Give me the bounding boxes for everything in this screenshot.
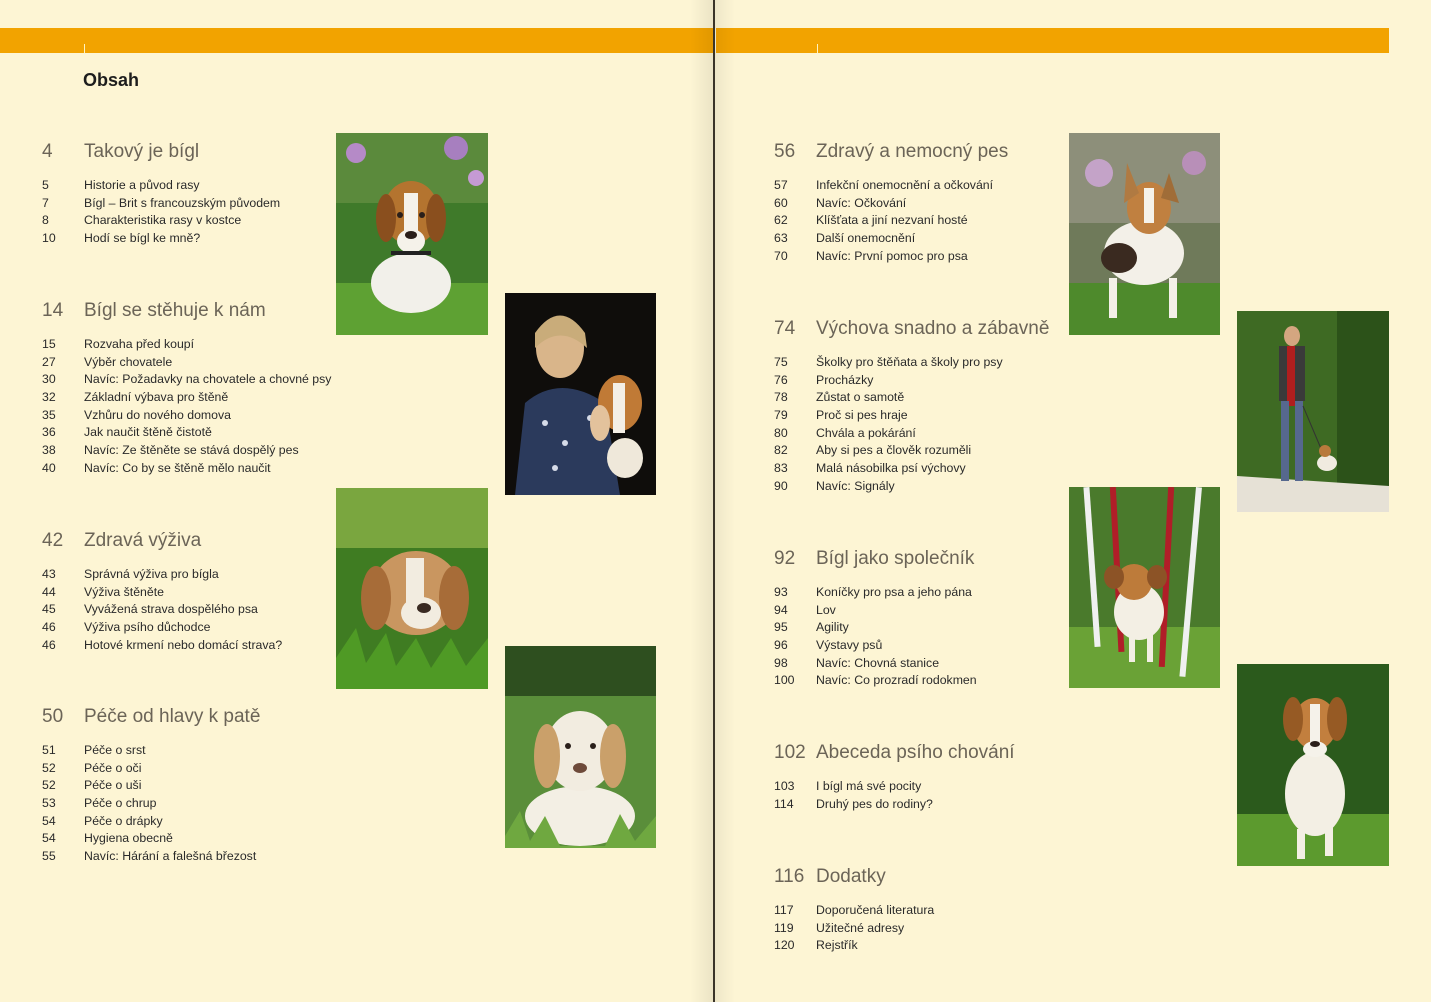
entry-page-number: 10 <box>42 231 56 246</box>
entry-title: Školky pro štěňata a školy pro psy <box>816 355 1003 369</box>
band-tick-right <box>817 44 818 53</box>
section-page-number: 4 <box>42 141 53 162</box>
entry-page-number: 53 <box>42 796 56 811</box>
entry-title: Péče o uši <box>84 778 142 793</box>
entry-title: Výživa štěněte <box>84 584 164 599</box>
entry-title: Navíc: První pomoc pro psa <box>816 248 968 263</box>
entry-page-number: 54 <box>42 831 56 846</box>
entry-title: Navíc: Očkování <box>816 195 907 210</box>
entry-title: Péče o chrup <box>84 796 157 811</box>
entry-page-number: 94 <box>774 602 788 617</box>
entry-page-number: 79 <box>774 408 788 423</box>
entry-title: Základní výbava pro štěně <box>84 390 229 405</box>
entry-page-number: 90 <box>774 478 788 493</box>
spine-shadow-right <box>715 0 735 1002</box>
section-title[interactable]: Bígl se stěhuje k nám <box>84 300 266 321</box>
entry-page-number: 27 <box>42 354 56 369</box>
entry-page-number: 75 <box>774 355 788 369</box>
entry-title: Agility <box>816 620 849 635</box>
section-title[interactable]: Zdravý a nemocný pes <box>816 141 1009 162</box>
entry-title: Navíc: Požadavky na chovatele a chovné psy <box>84 372 332 387</box>
entry-page-number: 35 <box>42 407 56 422</box>
section-title[interactable]: Výchova snadno a zábavně <box>816 318 1050 339</box>
entry-page-number: 62 <box>774 213 788 228</box>
entry-page-number: 46 <box>42 637 56 652</box>
section-page-number: 56 <box>774 141 796 162</box>
spine-shadow-left <box>690 0 713 1002</box>
older-beagle-photo <box>505 646 656 848</box>
entry-page-number: 43 <box>42 567 56 581</box>
entry-title: Rozvaha před koupí <box>84 337 195 351</box>
entry-title: Péče o srst <box>84 743 146 757</box>
entry-title: Péče o drápky <box>84 813 163 828</box>
entry-page-number: 8 <box>42 213 49 228</box>
entry-title: Proč si pes hraje <box>816 408 908 423</box>
entry-title: Koníčky pro psa a jeho pána <box>816 585 972 599</box>
band-tick-left <box>84 44 85 53</box>
entry-title: Bígl – Brit s francouzským původem <box>84 195 281 210</box>
entry-page-number: 30 <box>42 372 56 387</box>
entry-title: Další onemocnění <box>816 231 916 246</box>
entry-page-number: 51 <box>42 743 56 757</box>
entry-page-number: 114 <box>774 796 794 811</box>
entry-page-number: 82 <box>774 443 788 458</box>
entry-title: Navíc: Co by se štěně mělo naučit <box>84 460 271 475</box>
beagle-sitting-photo <box>336 133 488 335</box>
entry-page-number: 103 <box>774 779 795 793</box>
header-band-left <box>0 28 714 53</box>
entry-page-number: 83 <box>774 461 788 476</box>
page-title: Obsah <box>83 70 140 90</box>
entry-page-number: 55 <box>42 849 56 864</box>
entry-page-number: 5 <box>42 178 49 192</box>
section-page-number: 50 <box>42 706 64 727</box>
entry-title: Navíc: Chovná stanice <box>816 655 940 670</box>
section-page-number: 102 <box>774 742 806 763</box>
entry-page-number: 76 <box>774 372 788 387</box>
entry-title: Jak naučit štěně čistotě <box>84 425 212 440</box>
entry-title: Historie a původ rasy <box>84 178 200 192</box>
entry-title: Zůstat o samotě <box>816 390 905 405</box>
entry-title: Klíšťata a jiní nezvaní hosté <box>816 213 968 228</box>
entry-page-number: 80 <box>774 425 788 440</box>
entry-title: Lov <box>816 602 836 617</box>
entry-page-number: 57 <box>774 178 788 192</box>
entry-page-number: 38 <box>42 443 56 458</box>
entry-page-number: 63 <box>774 231 788 246</box>
section-title[interactable]: Abeceda psího chování <box>816 742 1015 763</box>
entry-title: Hygiena obecně <box>84 831 173 846</box>
entry-title: Chvála a pokárání <box>816 425 916 440</box>
section-title[interactable]: Péče od hlavy k patě <box>84 706 261 727</box>
entry-page-number: 96 <box>774 638 788 653</box>
agility-beagle-photo <box>1069 487 1220 688</box>
entry-page-number: 120 <box>774 938 795 953</box>
section-page-number: 14 <box>42 300 64 321</box>
entry-page-number: 15 <box>42 337 56 351</box>
running-beagle-photo <box>1069 133 1220 335</box>
entry-title: Rejstřík <box>816 938 858 953</box>
entry-title: Vzhůru do nového domova <box>84 407 231 422</box>
beagle-running-toward-photo <box>1237 664 1389 866</box>
entry-page-number: 7 <box>42 195 49 210</box>
entry-title: Aby si pes a člověk rozuměli <box>816 443 972 458</box>
entry-title: Charakteristika rasy v kostce <box>84 213 242 228</box>
entry-page-number: 32 <box>42 390 56 405</box>
entry-title: Druhý pes do rodiny? <box>816 796 933 811</box>
section-title[interactable]: Zdravá výživa <box>84 530 202 551</box>
entry-page-number: 70 <box>774 248 788 263</box>
entry-page-number: 60 <box>774 195 788 210</box>
entry-title: Navíc: Signály <box>816 478 895 493</box>
entry-page-number: 78 <box>774 390 788 405</box>
entry-title: Procházky <box>816 372 874 387</box>
entry-title: Navíc: Ze štěněte se stává dospělý pes <box>84 443 299 458</box>
entry-title: Infekční onemocnění a očkování <box>816 178 994 192</box>
entry-page-number: 52 <box>42 760 56 775</box>
entry-page-number: 117 <box>774 903 794 917</box>
section-page-number: 74 <box>774 318 796 339</box>
entry-title: I bígl má své pocity <box>816 779 922 793</box>
section-page-number: 42 <box>42 530 64 551</box>
entry-page-number: 45 <box>42 602 56 617</box>
entry-title: Navíc: Co prozradí rodokmen <box>816 673 977 688</box>
puppy-in-grass-photo <box>336 488 488 689</box>
woman-with-puppy-photo <box>505 293 656 495</box>
book-spine <box>713 0 715 1002</box>
entry-page-number: 46 <box>42 620 56 635</box>
entry-title: Správná výživa pro bígla <box>84 567 219 581</box>
section-page-number: 92 <box>774 548 796 569</box>
entry-page-number: 93 <box>774 585 788 599</box>
entry-title: Výživa psího důchodce <box>84 620 211 635</box>
entry-title: Navíc: Hárání a falešná březost <box>84 849 257 864</box>
entry-title: Vyvážená strava dospělého psa <box>84 602 258 617</box>
entry-page-number: 98 <box>774 655 788 670</box>
entry-page-number: 119 <box>774 920 794 935</box>
entry-title: Hodí se bígl ke mně? <box>84 231 201 246</box>
section-title[interactable]: Takový je bígl <box>84 141 200 162</box>
entry-title: Hotové krmení nebo domácí strava? <box>84 637 283 652</box>
entry-page-number: 52 <box>42 778 56 793</box>
entry-title: Péče o oči <box>84 760 142 775</box>
entry-title: Výběr chovatele <box>84 354 173 369</box>
entry-page-number: 44 <box>42 584 56 599</box>
section-title[interactable]: Bígl jako společník <box>816 548 975 569</box>
entry-page-number: 40 <box>42 460 56 475</box>
walking-beagle-photo <box>1237 311 1389 512</box>
entry-page-number: 54 <box>42 813 56 828</box>
entry-title: Malá násobilka psí výchovy <box>816 461 966 476</box>
section-page-number: 116 <box>774 866 805 887</box>
entry-page-number: 36 <box>42 425 56 440</box>
entry-page-number: 100 <box>774 673 795 688</box>
entry-page-number: 95 <box>774 620 788 635</box>
section-title[interactable]: Dodatky <box>816 866 886 887</box>
entry-title: Výstavy psů <box>816 638 883 653</box>
entry-title: Užitečné adresy <box>816 920 905 935</box>
entry-title: Doporučená literatura <box>816 903 935 917</box>
